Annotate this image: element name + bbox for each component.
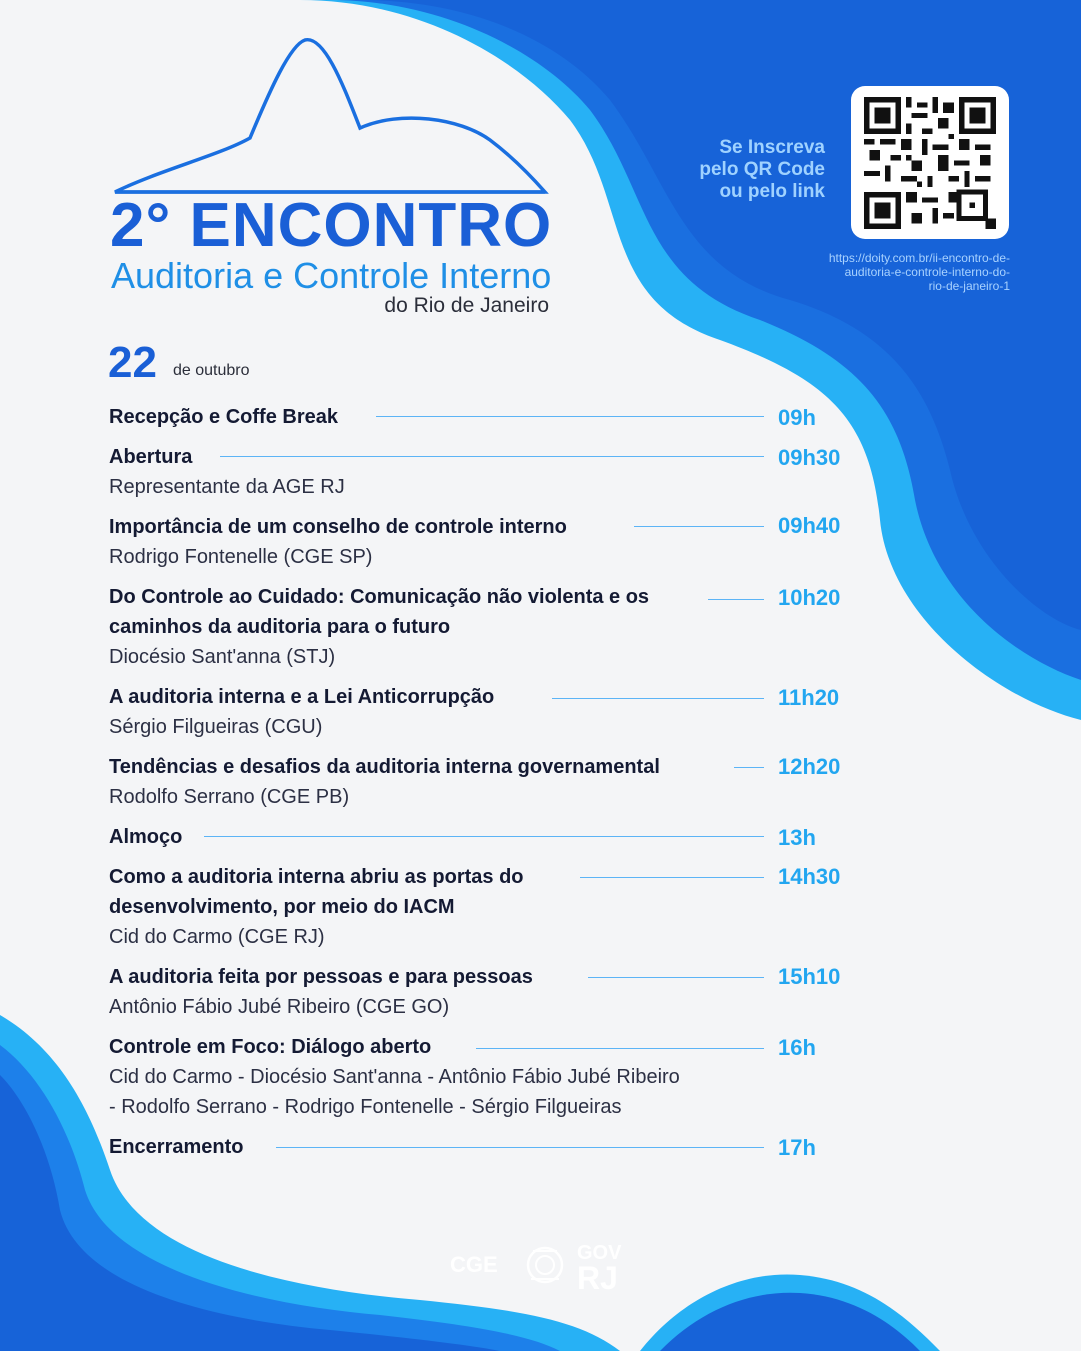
leader-line — [204, 836, 764, 837]
event-location: do Rio de Janeiro — [384, 294, 549, 317]
schedule-speaker: Cid do Carmo - Diocésio Sant'anna - Antônio Fábio Jubé Ribeiro — [109, 1066, 680, 1088]
schedule-time: 10h20 — [778, 585, 841, 610]
schedule-item — [109, 962, 533, 1022]
schedule-speaker: Representante da AGE RJ — [109, 476, 345, 498]
registration-link[interactable] — [770, 251, 1010, 293]
schedule-time: 09h30 — [778, 445, 841, 470]
schedule-time: 14h30 — [778, 864, 841, 889]
schedule-speaker: Cid do Carmo (CGE RJ) — [109, 926, 325, 948]
schedule-title: A auditoria interna e a Lei Anticorrupção — [109, 686, 495, 708]
leader-line — [220, 456, 764, 457]
schedule-item — [109, 512, 567, 572]
schedule-time: 12h20 — [778, 754, 841, 779]
schedule-title: Controle em Foco: Diálogo aberto — [109, 1036, 432, 1058]
schedule-item — [109, 752, 660, 812]
leader-line — [476, 1048, 764, 1049]
schedule-item — [109, 582, 649, 672]
schedule-time: 15h10 — [778, 964, 841, 989]
registration-link-line[interactable]: auditoria-e-controle-interno-do- — [844, 265, 1010, 279]
qr-code-icon[interactable] — [851, 86, 1009, 239]
schedule-speaker: Sérgio Filgueiras (CGU) — [109, 716, 323, 738]
schedule-title: Do Controle ao Cuidado: Comunicação não violenta e os — [109, 586, 650, 608]
event-day: 22 — [108, 338, 157, 387]
leader-line — [588, 977, 764, 978]
schedule-speaker: Diocésio Sant'anna (STJ) — [109, 646, 336, 668]
registration-prompt — [625, 137, 825, 203]
schedule-time: 11h20 — [778, 685, 840, 710]
schedule-title: caminhos da auditoria para o futuro — [109, 616, 451, 638]
schedule-title: Como a auditoria interna abriu as portas do — [109, 866, 524, 888]
schedule-title: desenvolvimento, por meio do IACM — [109, 896, 455, 918]
leader-line — [580, 877, 764, 878]
leader-line — [634, 526, 764, 527]
schedule-speaker: Rodolfo Serrano (CGE PB) — [109, 786, 350, 808]
schedule-time: 09h40 — [778, 513, 841, 538]
schedule-item — [109, 442, 345, 502]
gov-logo-bottom: RJ — [577, 1260, 618, 1295]
schedule-title: Importância de um conselho de controle interno — [109, 516, 567, 538]
event-title: 2° ENCONTRO — [110, 191, 553, 260]
sugarloaf-mountain-icon — [100, 30, 560, 200]
registration-link-line[interactable]: rio-de-janeiro-1 — [928, 279, 1010, 293]
cge-logo: CGE — [450, 1252, 498, 1277]
schedule-title: Tendências e desafios da auditoria interna governamental — [109, 756, 660, 778]
event-subtitle: Auditoria e Controle Interno — [111, 255, 552, 296]
registration-prompt-line: pelo QR Code — [699, 159, 825, 180]
event-month: de outubro — [173, 362, 250, 379]
registration-link-line[interactable]: https://doity.com.br/ii-encontro-de- — [828, 251, 1010, 265]
schedule-title: Encerramento — [109, 1136, 244, 1158]
schedule-item — [109, 402, 338, 432]
schedule-item — [109, 862, 524, 952]
footer-logos — [445, 1235, 645, 1295]
schedule-time: 16h — [778, 1035, 816, 1060]
schedule-speaker: Rodrigo Fontenelle (CGE SP) — [109, 546, 373, 568]
schedule-title: Almoço — [109, 826, 183, 848]
leader-line — [376, 416, 764, 417]
coat-of-arms-icon — [528, 1248, 562, 1282]
registration-prompt-line: ou pelo link — [719, 181, 825, 202]
registration-prompt-line: Se Inscreva — [719, 137, 825, 158]
schedule-title: Recepção e Coffe Break — [109, 406, 338, 428]
schedule-item — [109, 682, 494, 742]
leader-line — [276, 1147, 764, 1148]
schedule-item — [109, 822, 182, 852]
leader-line — [708, 599, 764, 600]
schedule-title: Abertura — [109, 446, 193, 468]
schedule-speaker: Antônio Fábio Jubé Ribeiro (CGE GO) — [109, 996, 450, 1018]
leader-line — [734, 767, 764, 768]
schedule-time: 09h — [778, 405, 816, 430]
leader-line — [552, 698, 764, 699]
schedule-item — [109, 1132, 244, 1162]
schedule-time: 13h — [778, 825, 816, 850]
schedule-speaker: - Rodolfo Serrano - Rodrigo Fontenelle - Sérgio Filgueiras — [109, 1096, 622, 1118]
gov-logo-top: GOV — [577, 1242, 622, 1264]
schedule-time: 17h — [778, 1135, 816, 1160]
schedule-item — [109, 1032, 680, 1122]
schedule-title: A auditoria feita por pessoas e para pessoas — [109, 966, 533, 988]
